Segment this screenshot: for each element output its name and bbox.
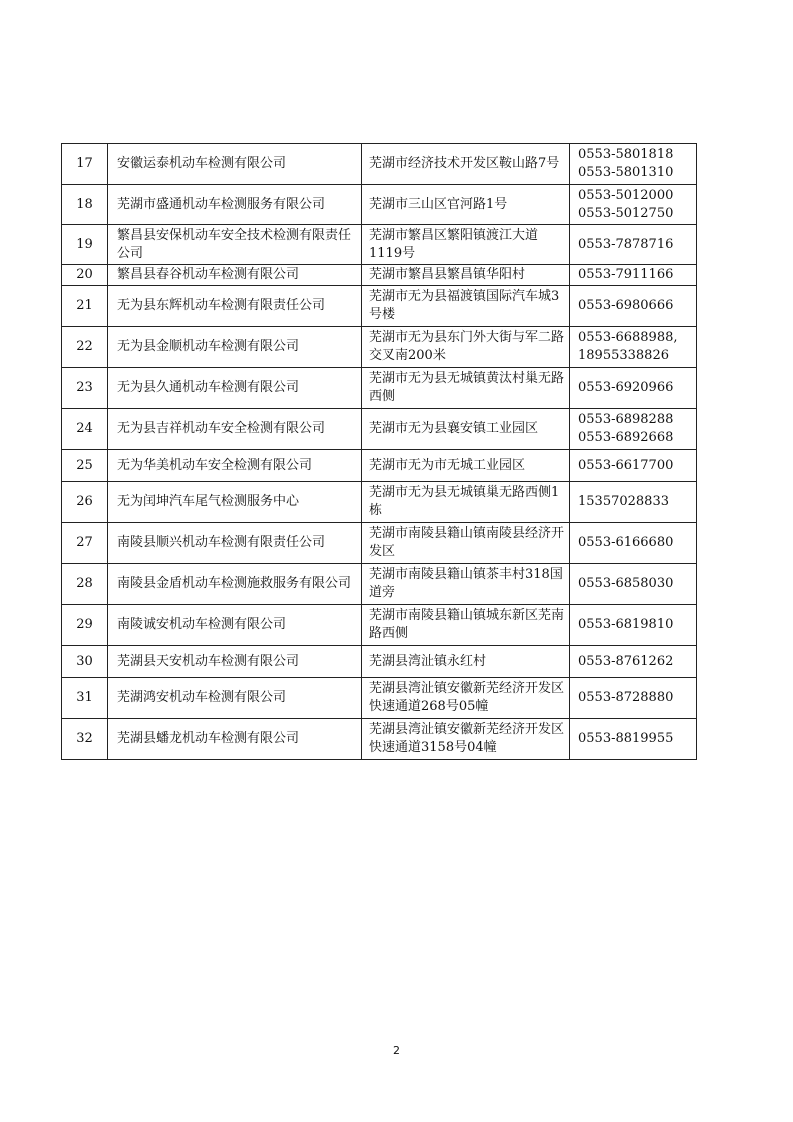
company-address: 芜湖市无为县福渡镇国际汽车城3号楼 [362, 286, 570, 327]
table-row [62, 286, 697, 327]
row-number: 21 [62, 286, 108, 327]
table-row [62, 482, 697, 523]
table-body [62, 144, 697, 760]
company-name: 无为县久通机动车检测有限公司 [108, 368, 362, 409]
company-address: 芜湖市无为县襄安镇工业园区 [362, 409, 570, 450]
table-row [62, 646, 697, 678]
company-address: 芜湖市繁昌县繁昌镇华阳村 [362, 265, 570, 286]
company-name: 繁昌县安保机动车安全技术检测有限责任公司 [108, 225, 362, 265]
company-phone: 0553-6819810 [570, 605, 697, 646]
company-name: 南陵县金盾机动车检测施救服务有限公司 [108, 564, 362, 605]
company-address: 芜湖县湾沚镇安徽新芜经济开发区快速通道268号05幢 [362, 678, 570, 719]
company-name: 无为县吉祥机动车安全检测有限公司 [108, 409, 362, 450]
company-address: 芜湖市南陵县籍山镇南陵县经济开发区 [362, 523, 570, 564]
row-number: 26 [62, 482, 108, 523]
company-name: 芜湖市盛通机动车检测服务有限公司 [108, 185, 362, 225]
company-phone: 0553-6617700 [570, 450, 697, 482]
company-phone: 0553-5012000 0553-5012750 [570, 185, 697, 225]
company-address: 芜湖县湾沚镇安徽新芜经济开发区快速通道3158号04幢 [362, 719, 570, 760]
inspection-station-table [61, 143, 697, 760]
row-number: 17 [62, 144, 108, 185]
row-number: 19 [62, 225, 108, 265]
company-address: 芜湖市三山区官河路1号 [362, 185, 570, 225]
table-row [62, 523, 697, 564]
row-number: 32 [62, 719, 108, 760]
company-name: 芜湖县蟠龙机动车检测有限公司 [108, 719, 362, 760]
table-row [62, 144, 697, 185]
company-name: 繁昌县春谷机动车检测有限公司 [108, 265, 362, 286]
company-phone: 0553-8819955 [570, 719, 697, 760]
row-number: 29 [62, 605, 108, 646]
company-name: 南陵县顺兴机动车检测有限责任公司 [108, 523, 362, 564]
page-number: 2 [393, 1044, 400, 1057]
company-phone: 0553-6858030 [570, 564, 697, 605]
company-address: 芜湖市无为县无城镇巢无路西侧1栋 [362, 482, 570, 523]
company-phone: 0553-7911166 [570, 265, 697, 286]
company-name: 芜湖鸿安机动车检测有限公司 [108, 678, 362, 719]
row-number: 18 [62, 185, 108, 225]
row-number: 27 [62, 523, 108, 564]
company-name: 安徽运泰机动车检测有限公司 [108, 144, 362, 185]
row-number: 23 [62, 368, 108, 409]
company-name: 无为县东辉机动车检测有限责任公司 [108, 286, 362, 327]
company-name: 无为县金顺机动车检测有限公司 [108, 327, 362, 368]
company-phone: 15357028833 [570, 482, 697, 523]
table-row [62, 327, 697, 368]
company-name: 无为闰坤汽车尾气检测服务中心 [108, 482, 362, 523]
company-address: 芜湖市经济技术开发区鞍山路7号 [362, 144, 570, 185]
company-phone: 0553-6920966 [570, 368, 697, 409]
table-row [62, 564, 697, 605]
company-address: 芜湖市无为市无城工业园区 [362, 450, 570, 482]
row-number: 25 [62, 450, 108, 482]
table-row [62, 678, 697, 719]
company-address: 芜湖市无为县无城镇黄汰村巢无路西侧 [362, 368, 570, 409]
company-phone: 0553-6980666 [570, 286, 697, 327]
company-address: 芜湖市无为县东门外大街与军二路交叉南200米 [362, 327, 570, 368]
row-number: 22 [62, 327, 108, 368]
company-address: 芜湖市繁昌区繁阳镇渡江大道1119号 [362, 225, 570, 265]
company-phone: 0553-7878716 [570, 225, 697, 265]
table-row [62, 409, 697, 450]
row-number: 20 [62, 265, 108, 286]
row-number: 24 [62, 409, 108, 450]
table-row [62, 185, 697, 225]
row-number: 28 [62, 564, 108, 605]
table-row [62, 450, 697, 482]
company-phone: 0553-6166680 [570, 523, 697, 564]
company-phone: 0553-6898288 0553-6892668 [570, 409, 697, 450]
row-number: 31 [62, 678, 108, 719]
company-address: 芜湖县湾沚镇永红村 [362, 646, 570, 678]
table-row [62, 605, 697, 646]
table-row [62, 225, 697, 265]
table-row [62, 368, 697, 409]
company-address: 芜湖市南陵县籍山镇茶丰村318国道旁 [362, 564, 570, 605]
company-name: 无为华美机动车安全检测有限公司 [108, 450, 362, 482]
table-row [62, 719, 697, 760]
company-phone: 0553-6688988, 18955338826 [570, 327, 697, 368]
company-phone: 0553-8728880 [570, 678, 697, 719]
company-address: 芜湖市南陵县籍山镇城东新区芜南路西侧 [362, 605, 570, 646]
company-name: 南陵诚安机动车检测有限公司 [108, 605, 362, 646]
company-phone: 0553-5801818 0553-5801310 [570, 144, 697, 185]
company-name: 芜湖县天安机动车检测有限公司 [108, 646, 362, 678]
company-phone: 0553-8761262 [570, 646, 697, 678]
row-number: 30 [62, 646, 108, 678]
table-row [62, 265, 697, 286]
